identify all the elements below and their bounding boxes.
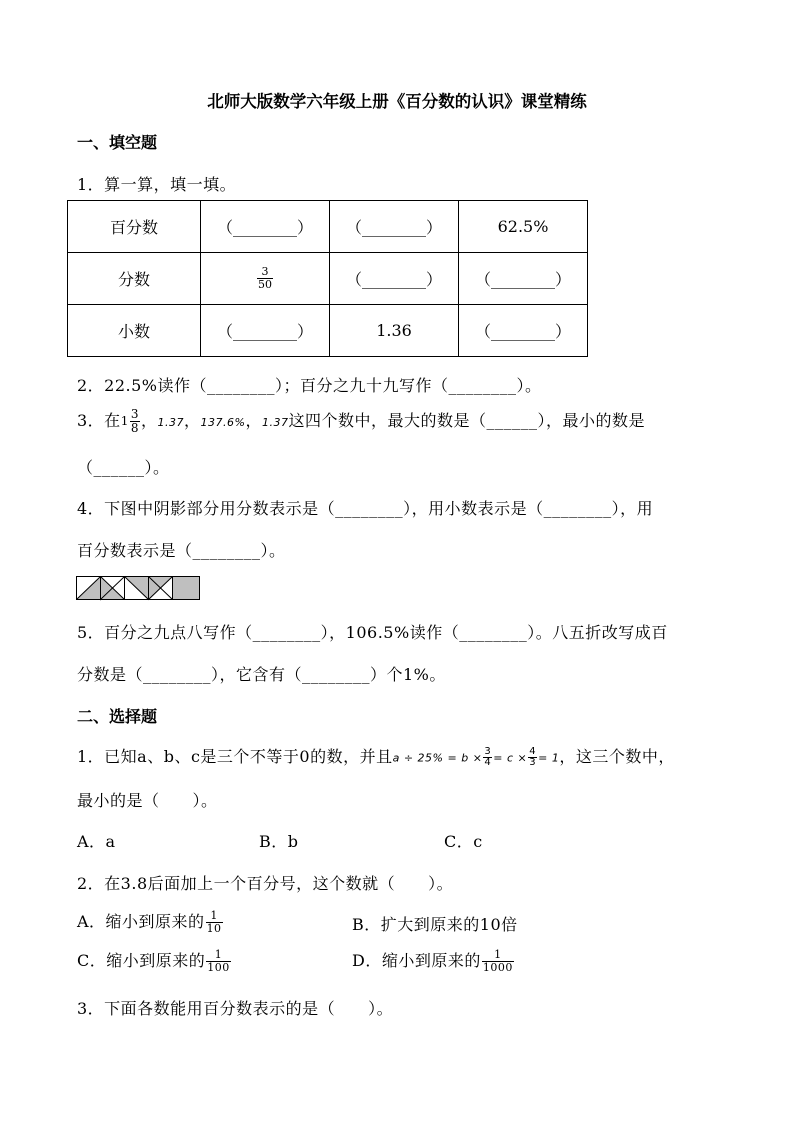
choice-q3-stem: 3．下面各数能用百分数表示的是（ ）。 (77, 999, 394, 1018)
blank-cell[interactable]: （________） (330, 201, 459, 253)
section-heading-choice: 二、选择题 (77, 707, 158, 726)
blank-cell[interactable]: （________） (459, 305, 588, 357)
choice-q2-option-d[interactable]: D．缩小到原来的 $\frac{1}{1000}$ (352, 948, 513, 974)
row-head-percent: 百分数 (68, 201, 201, 253)
mixed-number: 1 $\frac{3}{8}$ (120, 407, 139, 435)
blank-cell[interactable]: （________） (201, 305, 330, 357)
option-b[interactable]: B．b (259, 832, 299, 851)
q2-text: 2．22.5%读作（________）；百分之九十九写作（________）。 (77, 376, 542, 395)
shaded-square (173, 577, 200, 600)
q5-line2: 分数是（________），它含有（________）个1%。 (77, 665, 446, 684)
table-row (68, 201, 588, 253)
choice-q2-option-b[interactable]: B．扩大到原来的10倍 (352, 915, 518, 934)
choice-q1-line2: 最小的是（ ）。 (77, 791, 218, 810)
q4-line2: 百分数表示是（________）。 (77, 541, 286, 560)
option-c[interactable]: C．c (444, 832, 483, 851)
choice-q2-option-a[interactable]: A．缩小到原来的 $\frac{1}{10}$ (77, 909, 222, 935)
blank-cell[interactable]: （________） (201, 201, 330, 253)
blank-cell[interactable]: （________） (459, 253, 588, 305)
choice-q1-line1: 1．已知a、b、c是三个不等于0的数，并且a ÷ 25% = b × $\frac{3}{4}$ = c × $\frac{4}{3}$ = 1，这三个数中， (77, 745, 675, 768)
choice-q2-stem: 2．在3.8后面加上一个百分号，这个数就（ ）。 (77, 874, 454, 893)
row-head-fraction: 分数 (68, 253, 201, 305)
equation: a ÷ 25% = b × $\frac{3}{4}$ = c × $\frac{4}{3}$ = 1 (392, 745, 560, 768)
q1-label: 1．算一算，填一填。 (77, 175, 237, 194)
choice-q2-option-c[interactable]: C．缩小到原来的 $\frac{1}{100}$ (77, 948, 230, 974)
value-cell: 62.5% (459, 201, 588, 253)
page-title: 北师大版数学六年级上册《百分数的认识》课堂精练 (207, 92, 587, 111)
fraction-cell (201, 253, 330, 305)
option-a[interactable]: A．a (77, 832, 116, 851)
q3-line1: 3．在1 $\frac{3}{8}$ ，1.37，137.6%，1.37这四个数中，最大的数是（______），最小的数是 (77, 407, 645, 435)
section-heading-fill-blank: 一、填空题 (77, 133, 158, 152)
table-row (68, 305, 588, 357)
q3-line2: （______）。 (77, 458, 170, 477)
table-row (68, 253, 588, 305)
row-head-decimal: 小数 (68, 305, 201, 357)
conversion-table (67, 200, 588, 357)
q4-line1: 4．下图中阴影部分用分数表示是（________），用小数表示是（________），用 (77, 499, 654, 518)
q5-line1: 5．百分之九点八写作（________），106.5%读作（________）。八五折改写成百 (77, 623, 668, 642)
value-cell: 1.36 (330, 305, 459, 357)
shaded-strip-figure (76, 576, 201, 601)
blank-cell[interactable]: （________） (330, 253, 459, 305)
fraction-3-50: $\frac{3}{50}$ (258, 265, 272, 291)
